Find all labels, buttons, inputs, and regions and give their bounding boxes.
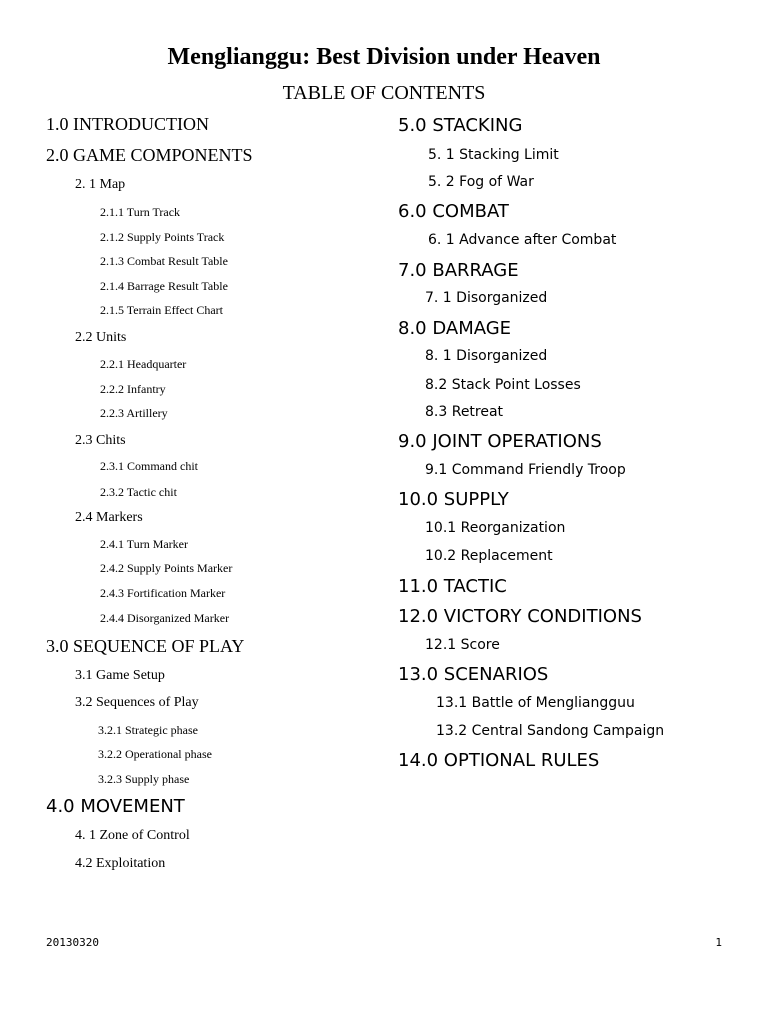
toc-entry: 2.2.3 Artillery [100, 406, 168, 420]
toc-entry: 2. 1 Map [75, 177, 126, 192]
toc-entry: 2.2 Units [75, 330, 127, 345]
toc-entry: 2.3.2 Tactic chit [100, 485, 177, 499]
toc-entry: 2.2.1 Headquarter [100, 357, 187, 371]
toc-entry: 3.2.3 Supply phase [98, 772, 190, 786]
toc-entry: 2.3 Chits [75, 433, 126, 448]
toc-entry: 13.1 Battle of Mengliangguu [436, 695, 635, 711]
toc-entry: 9.1 Command Friendly Troop [425, 462, 626, 478]
toc-entry: 2.3.1 Command chit [100, 459, 198, 473]
toc-entry: 2.1.1 Turn Track [100, 205, 181, 219]
toc-entry: 3.0 SEQUENCE OF PLAY [46, 636, 245, 656]
toc-entry: 4.0 MOVEMENT [46, 796, 185, 817]
toc-entry: 2.4.2 Supply Points Marker [100, 561, 233, 575]
toc-entry: 13.0 SCENARIOS [398, 664, 549, 685]
toc-entry: 7.0 BARRAGE [398, 260, 519, 281]
toc-entry: 8.3 Retreat [425, 404, 504, 420]
toc-entry: 8.2 Stack Point Losses [425, 377, 581, 393]
toc-entry: 3.2.1 Strategic phase [98, 723, 198, 737]
toc-entry: 4.2 Exploitation [75, 856, 166, 871]
toc-entry: 2.1.3 Combat Result Table [100, 254, 228, 268]
toc-entry: 13.2 Central Sandong Campaign [436, 723, 665, 739]
toc-entry: 2.4.1 Turn Marker [100, 537, 189, 551]
toc-entry: 8. 1 Disorganized [425, 348, 548, 364]
toc-entry: 14.0 OPTIONAL RULES [398, 750, 600, 771]
toc-entry: 2.1.4 Barrage Result Table [100, 279, 228, 293]
toc-heading: TABLE OF CONTENTS [282, 82, 486, 104]
toc-entry: 2.4.3 Fortification Marker [100, 586, 226, 600]
toc-entry: 7. 1 Disorganized [425, 290, 548, 306]
toc-entry: 4. 1 Zone of Control [75, 828, 190, 843]
toc-entry: 12.1 Score [425, 637, 500, 653]
toc-entry: 6.0 COMBAT [398, 201, 509, 222]
toc-entry: 3.2.2 Operational phase [98, 747, 212, 761]
toc-entry: 10.0 SUPPLY [398, 489, 509, 510]
document-title: Menglianggu: Best Division under Heaven [167, 44, 601, 70]
toc-entry: 2.2.2 Infantry [100, 382, 166, 396]
toc-entry: 5. 1 Stacking Limit [428, 147, 559, 163]
toc-entry: 1.0 INTRODUCTION [46, 114, 209, 134]
toc-entry: 10.2 Replacement [425, 548, 553, 564]
toc-entry: 9.0 JOINT OPERATIONS [398, 431, 602, 452]
toc-entry: 3.2 Sequences of Play [75, 695, 199, 710]
toc-entry: 11.0 TACTIC [398, 576, 507, 597]
footer-page-number: 1 [715, 936, 722, 949]
toc-entry: 2.0 GAME COMPONENTS [46, 145, 253, 165]
toc-entry: 6. 1 Advance after Combat [428, 232, 617, 248]
toc-entry: 2.1.5 Terrain Effect Chart [100, 303, 224, 317]
toc-entry: 10.1 Reorganization [425, 520, 566, 536]
toc-entry: 3.1 Game Setup [75, 668, 165, 683]
toc-entry: 8.0 DAMAGE [398, 318, 512, 339]
toc-entry: 2.4 Markers [75, 510, 143, 525]
footer-date: 20130320 [46, 936, 99, 949]
toc-entry: 5. 2 Fog of War [428, 174, 534, 190]
toc-entry: 2.4.4 Disorganized Marker [100, 611, 230, 625]
toc-entry: 2.1.2 Supply Points Track [100, 230, 225, 244]
toc-entry: 12.0 VICTORY CONDITIONS [398, 606, 642, 627]
toc-entry: 5.0 STACKING [398, 115, 523, 136]
